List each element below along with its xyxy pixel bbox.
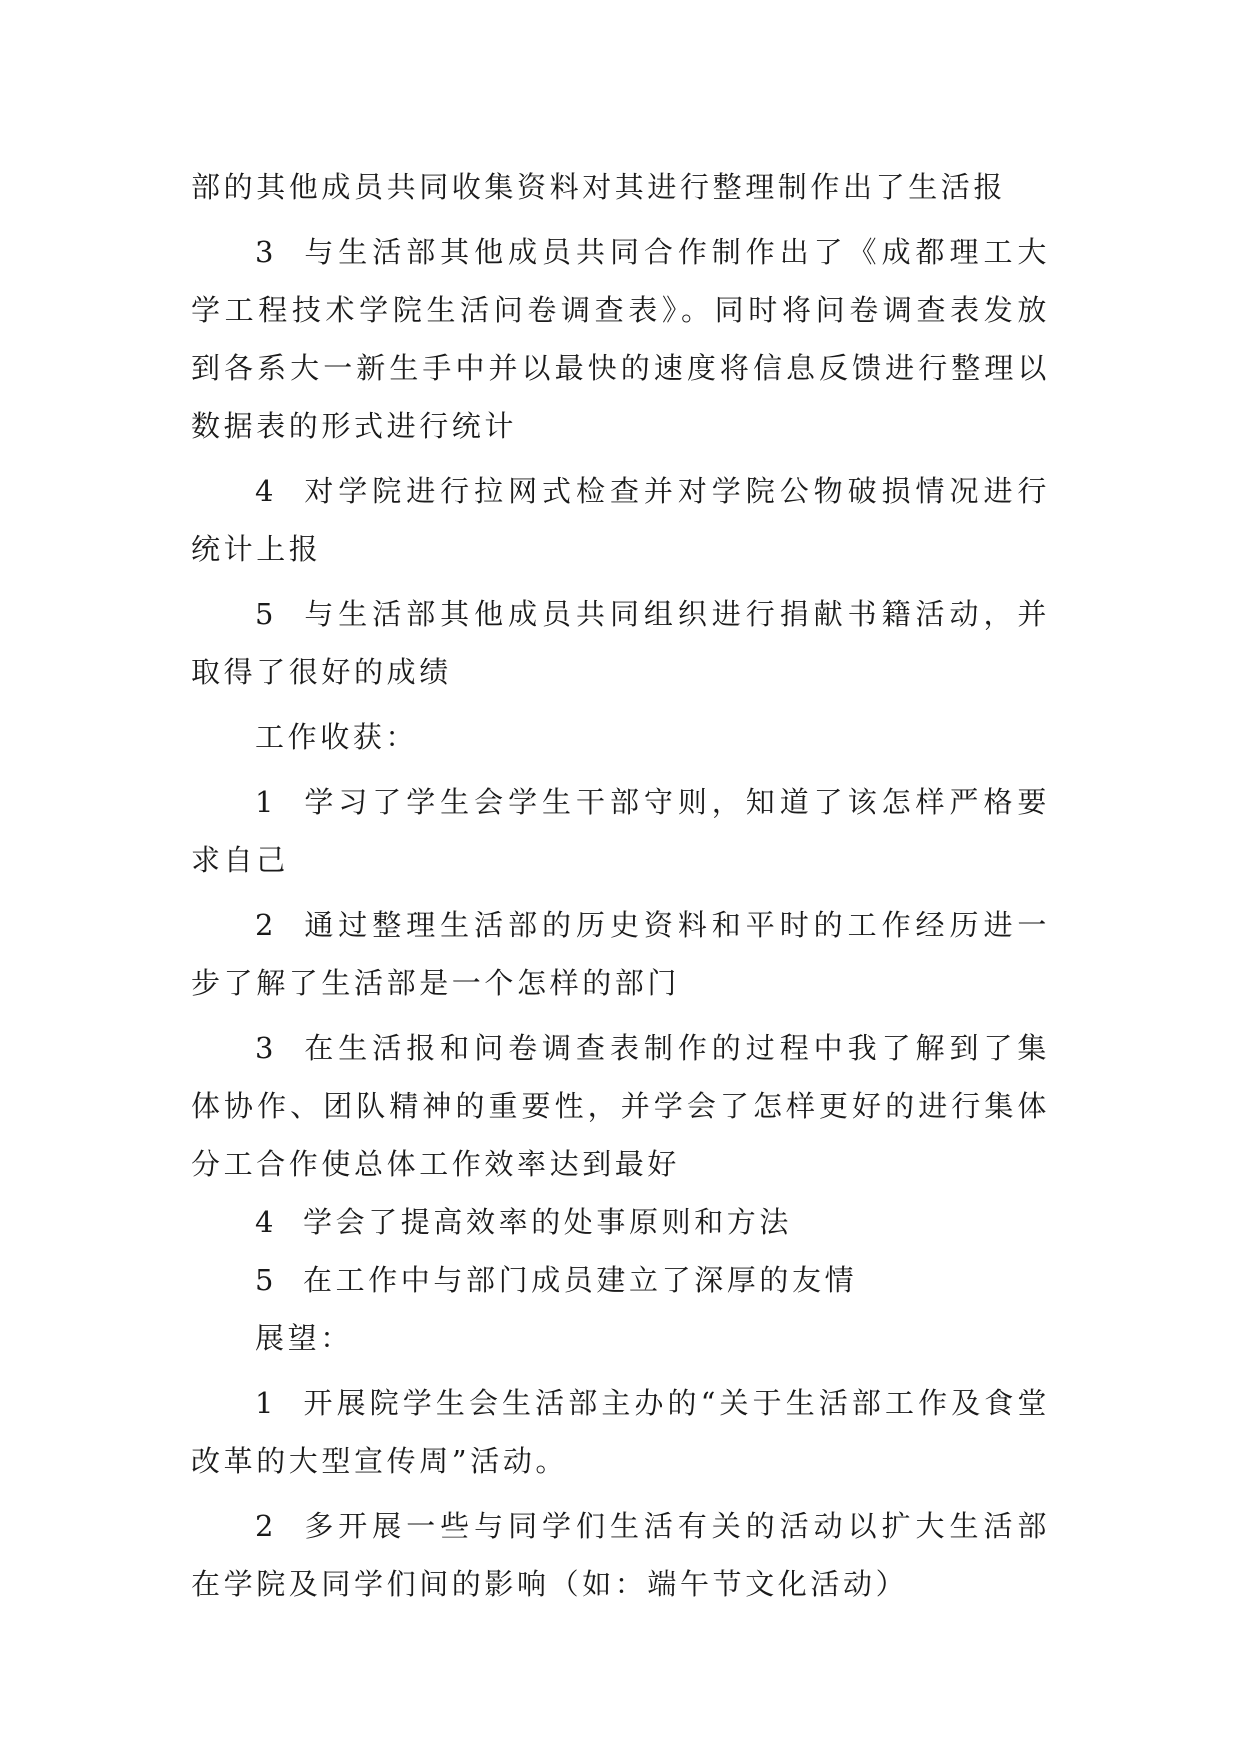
paragraph-item-5 (191, 585, 1050, 701)
item-number: 4 (255, 1205, 278, 1239)
paragraph-text: 学习了学生会学生干部守则，知道了该怎样严格要求自己 (191, 785, 1050, 877)
section-heading-text: 工作收获： (255, 720, 419, 754)
paragraph-text: 通过整理生活部的历史资料和平时的工作经历进一步了解了生活部是一个怎样的部门 (191, 908, 1050, 1000)
paragraph-item-2 (191, 1497, 1050, 1613)
item-number: 1 (255, 785, 278, 819)
item-number: 4 (255, 474, 278, 508)
section-heading-text: 展望： (255, 1321, 353, 1355)
item-number: 3 (255, 235, 278, 269)
paragraph-item-3 (191, 223, 1050, 455)
paragraph-text: 部的其他成员共同收集资料对其进行整理制作出了生活报 (191, 170, 1007, 204)
paragraph-text: 与生活部其他成员共同组织进行捐献书籍活动，并取得了很好的成绩 (191, 597, 1050, 689)
item-number: 5 (255, 597, 278, 631)
paragraph-item-3 (191, 1019, 1050, 1193)
item-number: 5 (255, 1263, 278, 1297)
paragraph-item-4 (191, 462, 1050, 578)
document-body (191, 158, 1050, 1613)
item-number: 2 (255, 908, 278, 942)
item-number: 1 (255, 1386, 278, 1420)
paragraph-text: 在生活报和问卷调查表制作的过程中我了解到了集体协作、团队精神的重要性，并学会了怎样更好的进行集体分工合作使总体工作效率达到最好 (191, 1031, 1050, 1181)
paragraph-text: 多开展一些与同学们生活有关的活动以扩大生活部在学院及同学们间的影响（如：端午节文化活动） (191, 1509, 1050, 1601)
paragraph-text: 对学院进行拉网式检查并对学院公物破损情况进行统计上报 (191, 474, 1050, 566)
paragraph-item-1 (191, 1374, 1050, 1490)
paragraph-item-1 (191, 773, 1050, 889)
section-heading-work-gains (191, 708, 1050, 766)
item-number: 2 (255, 1509, 278, 1543)
section-heading-outlook (191, 1309, 1050, 1367)
paragraph (191, 158, 1050, 216)
paragraph-text: 开展院学生会生活部主办的“关于生活部工作及食堂改革的大型宣传周”活动。 (191, 1386, 1050, 1478)
paragraph-text: 学会了提高效率的处事原则和方法 (303, 1205, 793, 1239)
item-number: 3 (255, 1031, 278, 1065)
paragraph-item-4 (191, 1193, 1050, 1251)
paragraph-item-5 (191, 1251, 1050, 1309)
paragraph-item-2 (191, 896, 1050, 1012)
paragraph-text: 与生活部其他成员共同合作制作出了《成都理工大学工程技术学院生活问卷调查表》。同时将问卷调查表发放到各系大一新生手中并以最快的速度将信息反馈进行整理以数据表的形式进行统计 (191, 235, 1050, 443)
paragraph-text: 在工作中与部门成员建立了深厚的友情 (303, 1263, 858, 1297)
